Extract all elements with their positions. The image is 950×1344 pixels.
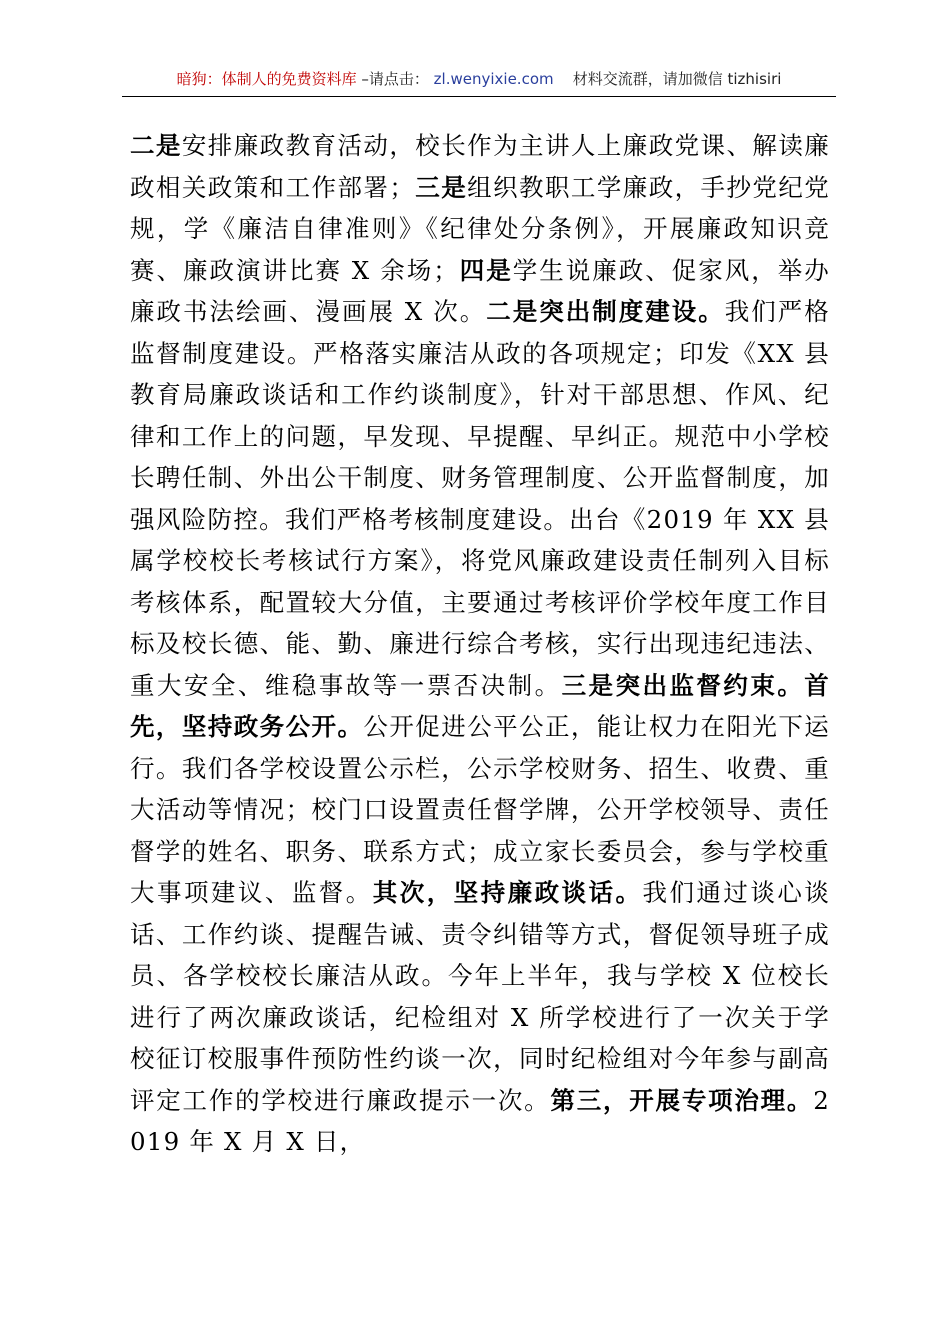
paragraph-run: 组织教职工学廉政，手抄党纪党规，学《廉洁自律准则》《纪律处分条例》，开展廉政知识竞赛、廉政演讲比赛 X 余场； <box>130 172 830 285</box>
paragraph-run: 二是突出制度建设。 <box>486 297 725 326</box>
header-url-link[interactable]: zl.wenyixie.com <box>433 70 554 88</box>
paragraph-run: 二是 <box>130 131 182 160</box>
header-prompt: –请点击： <box>361 70 429 88</box>
paragraph-run: 三是 <box>415 172 468 202</box>
page-header <box>122 62 836 96</box>
header-divider <box>122 96 836 97</box>
paragraph-run: 2019 年 X 月 X 日， <box>130 1085 831 1156</box>
paragraph-run: 我们通过谈心谈话、工作约谈、提醒告诫、责令纠错等方式，督促领导班子成员、各学校校长廉洁从政。今年上半年，我与学校 X 位校长进行了两次廉政谈话，纪检组对 X 所学校进行了一次关于学校征订校服事件预防性约谈一次，同时纪检组对今年参与副高评定工作的学校进行廉政提示一次。 <box>130 878 830 1115</box>
header-brand: 暗狗：体制人的免费资料库 <box>176 70 357 88</box>
header-contact: 材料交流群，请加微信 tizhisiri <box>572 70 782 88</box>
paragraph-run: 安排廉政教育活动，校长作为主讲人上廉政党课、解读廉政相关政策和工作部署； <box>130 131 830 202</box>
paragraph-run: 第三，开展专项治理。 <box>550 1085 814 1115</box>
paragraph-run: 学生说廉政、促家风，举办廉政书法绘画、漫画展 X 次。 <box>130 255 830 326</box>
paragraph-run: 公开促进公平公正，能让权力在阳光下运行。我们各学校设置公示栏，公示学校财务、招生、收费、重大活动等情况；校门口设置责任督学牌，公开学校领导、责任督学的姓名、职务、联系方式；成立家长委员会，参与学校重大事项建议、监督。 <box>130 712 830 907</box>
paragraph-run: 四是 <box>458 255 513 285</box>
paragraph-run: 其次，坚持廉政谈话。 <box>372 878 643 907</box>
body-paragraph <box>130 125 830 1163</box>
paragraph-run: 我们严格监督制度建设。严格落实廉洁从政的各项规定；印发《XX 县教育局廉政谈话和工作约谈制度》，针对干部思想、作风、纪律和工作上的问题，早发现、早提醒、早纠正。规范中小学校长聘任制、外出公干制度、财务管理制度、公开监督制度，加强风险防控。我们严格考核制度建设。出台《2019 年 XX 县属学校校长考核试行方案》，将党风廉政建设责任制列入目标考核体系，配置较大分值，主要通过考核评价学校年度工作目标及校长德、能、勤、廉进行综合考核，实行出现违纪违法、重大安全、维稳事故等一票否决制。 <box>130 297 830 700</box>
paragraph-run: 三是突出监督约束。首先，坚持政务公开。 <box>130 670 831 741</box>
